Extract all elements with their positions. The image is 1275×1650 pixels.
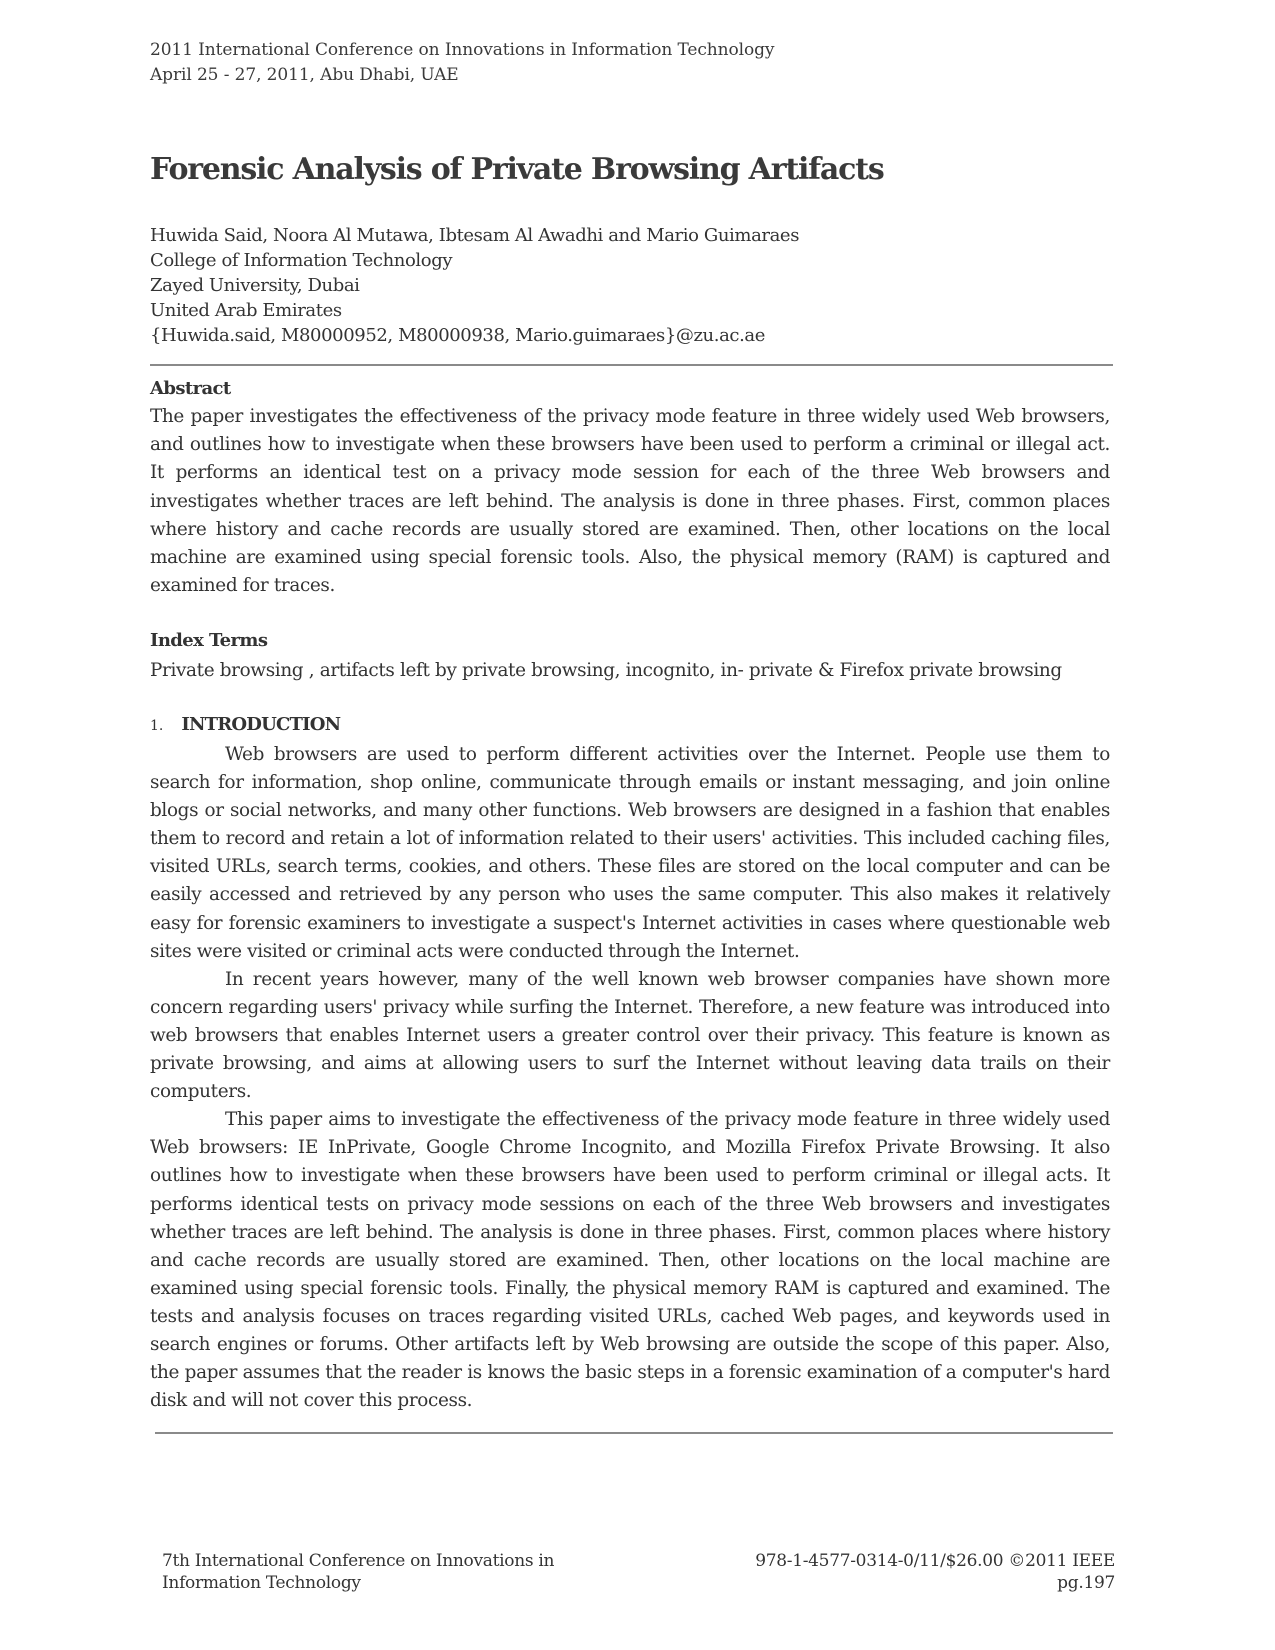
footer-divider	[155, 1432, 1113, 1434]
footer-copyright	[755, 1550, 1115, 1594]
index-terms-text: Private browsing , artifacts left by private browsing, incognito, in- private & Firefox private browsing	[150, 660, 1062, 681]
abstract-text: The paper investigates the effectiveness of the privacy mode feature in three widely used Web browsers, and outlines how to investigate when these browsers have been used to perform a criminal or illegal act. It performs an identical test on a privacy mode session for each of the three Web browsers and investigates whether traces are left behind. The analysis is done in three phases. First, common places where history and cache records are usually stored are examined. Then, other locations on the local machine are examined using special forensic tools. Also, the physical memory (RAM) is captured and examined for traces.	[150, 406, 1110, 597]
introduction-body	[150, 741, 1110, 1415]
introduction-paragraph: In recent years however, many of the well known web browser companies have shown more concern regarding users' privacy while surfing the Internet. Therefore, a new feature was introduced into web browsers that enables Internet users a greater control over their privacy. This feature is known as private browsing, and aims at allowing users to surf the Internet without leaving data trails on their computers.	[150, 968, 1110, 1103]
introduction-paragraph: This paper aims to investigate the effectiveness of the privacy mode feature in three widely used Web browsers: IE InPrivate, Google Chrome Incognito, and Mozilla Firefox Private Browsing. It also outlines how to investigate when these browsers have been used to perform criminal or illegal acts. It performs identical tests on privacy mode sessions on each of the three Web browsers and investigates whether traces are left behind. The analysis is done in three phases. First, common places where history and cache records are usually stored are examined. Then, other locations on the local machine are examined using special forensic tools. Finally, the physical memory RAM is captured and examined. The tests and analysis focuses on traces regarding visited URLs, cached Web pages, and keywords used in search engines or forums. Other artifacts left by Web browsing are outside the scope of this paper. Also, the paper assumes that the reader is knows the basic steps in a forensic examination of a computer's hard disk and will not cover this process.	[150, 1109, 1110, 1412]
section-number: 1.	[150, 718, 164, 734]
paper-title: Forensic Analysis of Private Browsing Artifacts	[150, 152, 884, 187]
footer-page-number: pg.197	[1057, 1573, 1115, 1593]
footer-isbn: 978-1-4577-0314-0/11/$26.00 ©2011 IEEE	[755, 1551, 1115, 1571]
author-block	[150, 223, 799, 348]
footer-conference	[162, 1550, 554, 1594]
footer-left-line: Information Technology	[162, 1573, 361, 1593]
author-emails: {Huwida.said, M80000952, M80000938, Mario.guimaraes}@zu.ac.ae	[150, 325, 765, 346]
introduction-heading	[150, 713, 340, 738]
conference-header	[150, 38, 774, 88]
conference-date-location: April 25 - 27, 2011, Abu Dhabi, UAE	[150, 65, 459, 85]
introduction-paragraph: Web browsers are used to perform different activities over the Internet. People use them to search for information, shop online, communicate through emails or instant messaging, and join online blogs or social networks, and many other functions. Web browsers are designed in a fashion that enables them to record and retain a lot of information related to their users' activities. This included caching files, visited URLs, search terms, cookies, and others. These files are stored on the local computer and can be easily accessed and retrieved by any person who uses the same computer. This also makes it relatively easy for forensic examiners to investigate a suspect's Internet activities in cases where questionable web sites were visited or criminal acts were conducted through the Internet.	[150, 744, 1110, 962]
header-divider	[150, 364, 1113, 366]
author-college: College of Information Technology	[150, 250, 453, 271]
conference-name: 2011 International Conference on Innovations in Information Technology	[150, 40, 775, 60]
index-terms-heading: Index Terms	[150, 630, 268, 651]
abstract-heading: Abstract	[150, 378, 231, 399]
author-names: Huwida Said, Noora Al Mutawa, Ibtesam Al Awadhi and Mario Guimaraes	[150, 225, 800, 246]
author-country: United Arab Emirates	[150, 300, 342, 321]
author-university: Zayed University, Dubai	[150, 275, 360, 296]
section-title: INTRODUCTION	[181, 714, 341, 735]
footer-left-line: 7th International Conference on Innovations in	[162, 1551, 555, 1571]
